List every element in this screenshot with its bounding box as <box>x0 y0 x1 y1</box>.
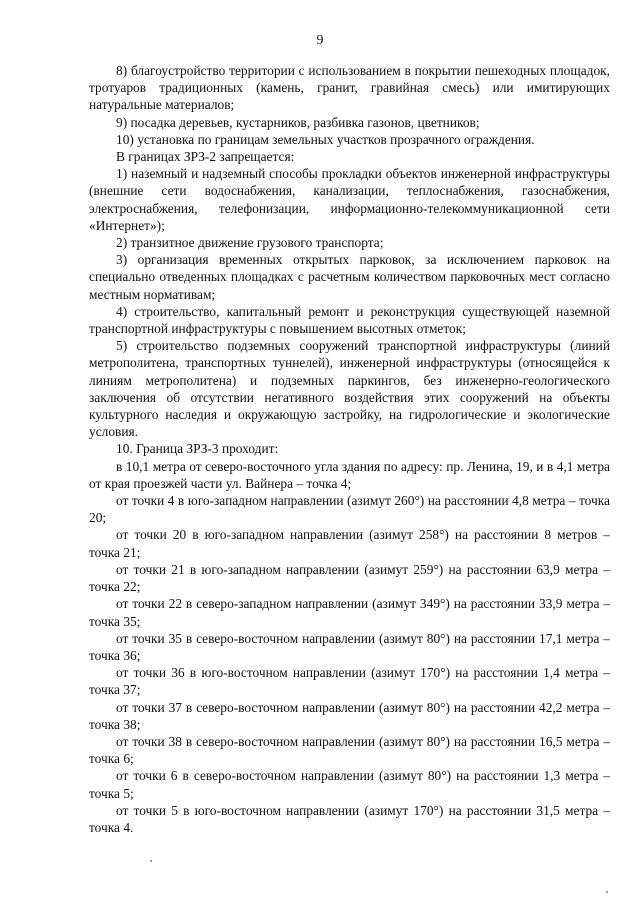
paragraph: от точки 21 в юго-западном направлении (азимут 259°) на расстоянии 63,9 метра – точка 22; <box>89 561 610 595</box>
paragraph: 3) организация временных открытых парковок, за исключением парковок на специально отведенных площадках с расчетным количеством парковочных мест согласно местным нормативам; <box>89 252 610 302</box>
paragraph: от точки 22 в северо-западном направлении (азимут 349°) на расстоянии 33,9 метра – точка 35; <box>89 596 610 629</box>
document-body <box>89 62 610 836</box>
paragraph: от точки 4 в юго-западном направлении (азимут 260°) на расстоянии 4,8 метра – точка 20; <box>89 493 610 526</box>
paragraph: в 10,1 метра от северо-восточного угла здания по адресу: пр. Ленина, 19, и в 4,1 метра от края проезжей части ул. Вайнера – точка 4; <box>89 458 610 491</box>
paragraph: от точки 5 в юго-восточном направлении (азимут 170°) на расстоянии 31,5 метра – точка 4. <box>89 802 610 835</box>
paragraph: от точки 35 в северо-восточном направлении (азимут 80°) на расстоянии 17,1 метра – точка 36; <box>89 630 610 663</box>
paragraph: 10. Граница ЗРЗ-3 проходит: <box>116 441 279 457</box>
scan-speck <box>606 891 608 893</box>
paragraph: 8) благоустройство территории с использованием в покрытии пешеходных площадок, тротуаров традиционных (камень, гранит, гравийная смесь) или имитирующих натуральные материалов; <box>89 63 610 113</box>
paragraph: 9) посадка деревьев, кустарников, разбивка газонов, цветников; <box>116 114 480 130</box>
page-number: 9 <box>316 33 324 48</box>
paragraph: от точки 36 в юго-восточном направлении (азимут 170°) на расстоянии 1,4 метра – точка 37; <box>89 665 610 698</box>
paragraph: от точки 20 в юго-западном направлении (азимут 258°) на расстоянии 8 метров – точка 21; <box>89 527 610 560</box>
paragraph: 5) строительство подземных сооружений транспортной инфраструктуры (линий метрополитена, транспортных туннелей), инженерной инфраструктуры (относящейся к линиям метрополитена) и подземных паркингов, без инженерно-геологического заключения об отсутствии негативного воздействия этих сооружений на объекты культурного наследия и окружающую застройку, на гидрологические и экологические условия. <box>89 338 610 440</box>
paragraph: 1) наземный и надземный способы прокладки объектов инженерной инфраструктуры (внешние сети водоснабжения, канализации, теплоснабжения, газоснабжения, электроснабжения, телефонизации, информационно-телекоммуникационной сети «Интернет»); <box>89 166 610 233</box>
scan-speck <box>150 860 152 862</box>
paragraph: от точки 37 в северо-восточном направлении (азимут 80°) на расстоянии 42,2 метра – точка 38; <box>89 699 610 732</box>
paragraph: 4) строительство, капитальный ремонт и реконструкция существующей наземной транспортной инфраструктуры с повышением высотных отметок; <box>89 303 610 337</box>
paragraph: 10) установка по границам земельных участков прозрачного ограждения. <box>116 131 535 147</box>
paragraph: 2) транзитное движение грузового транспорта; <box>116 235 384 251</box>
paragraph: В границах ЗРЗ-2 запрещается: <box>116 149 295 165</box>
paragraph: от точки 38 в северо-восточном направлении (азимут 80°) на расстоянии 16,5 метра – точка 6; <box>89 733 610 767</box>
paragraph: от точки 6 в северо-восточном направлении (азимут 80°) на расстоянии 1,3 метра – точка 5; <box>89 768 610 801</box>
